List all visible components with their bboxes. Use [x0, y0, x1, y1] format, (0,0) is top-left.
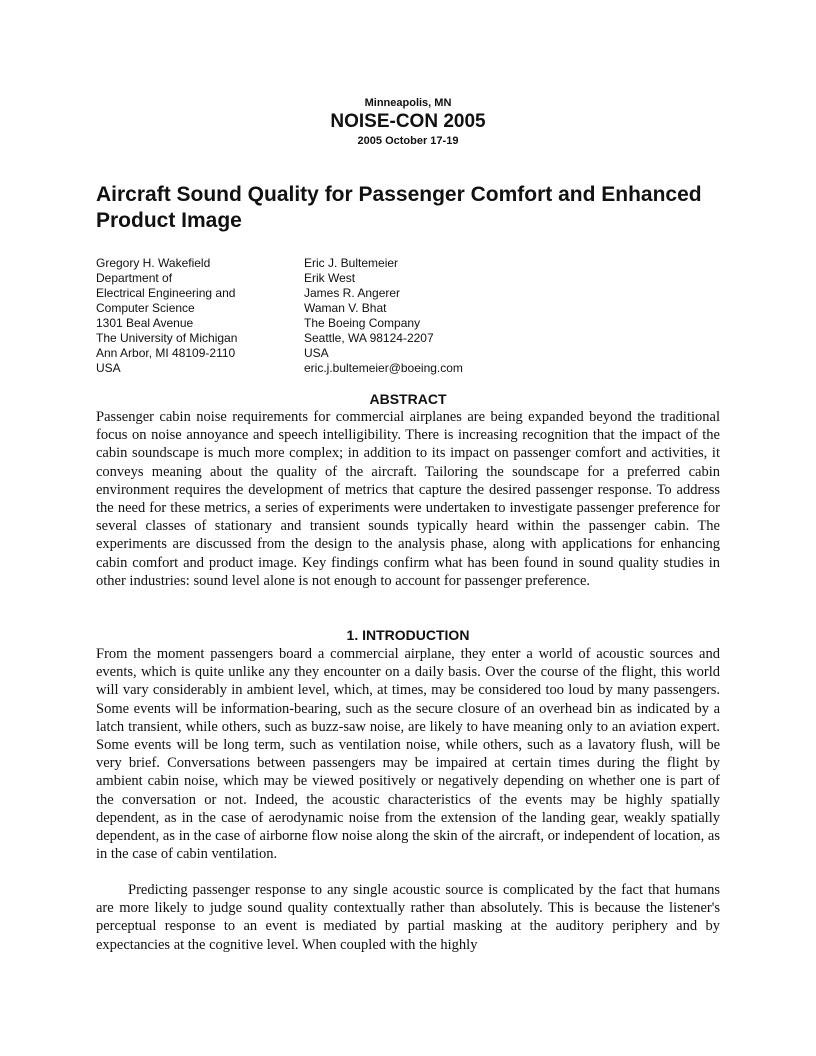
abstract-text: Passenger cabin noise requirements for commercial airplanes are being expanded beyond the traditional focus on noise annoyance and speech intelligibility. There is increasing recognition that the impact of the cabin soundscape is much more complex; in addition to its impact on passenger comfort and activities, it conveys meaning about the quality of the aircraft. Tailoring the soundscape for a preferred cabin environment requires the development of metrics that capture the desired passenger response. To address the need for these metrics, a series of experiments were undertaken to investigate passenger preference for several classes of stationary and transient sounds typically heard within the passenger cabin. The experiments are discussed from the design to the analysis phase, along with applications for enhancing cabin comfort and product image. Key findings confirm what has been found in sound quality studies in other industries: sound level alone is not enough to account for passenger preference. — [96, 409, 720, 589]
author-email[interactable]: eric.j.bultemeier@boeing.com — [304, 361, 463, 375]
author-line: Computer Science — [96, 301, 195, 315]
paper-title: Aircraft Sound Quality for Passenger Comfort and Enhanced Product Image — [96, 183, 702, 232]
conference-name: NOISE-CON 2005 — [330, 111, 486, 132]
introduction-paragraph-2: Predicting passenger response to any single acoustic source is complicated by the fact that humans are more likely to judge sound quality contextually rather than absolutely. This is because the listener's perceptual response to an event is mediated by partial masking at the auditory periphery and by expectancies at the cognitive level. When coupled with the highly — [96, 882, 720, 953]
author-line: Gregory H. Wakefield — [96, 256, 211, 270]
introduction-heading: 1. INTRODUCTION — [346, 627, 470, 643]
conference-header — [0, 96, 816, 148]
author-block-university — [96, 256, 237, 376]
author-line: The University of Michigan — [96, 331, 238, 345]
author-line: Eric J. Bultemeier — [304, 256, 399, 270]
author-line: 1301 Beal Avenue — [96, 316, 194, 330]
author-line: Seattle, WA 98124-2207 — [304, 331, 434, 345]
author-block-boeing — [304, 256, 463, 376]
author-line: Erik West — [304, 271, 356, 285]
introduction-paragraph-1: From the moment passengers board a commercial airplane, they enter a world of acoustic sources and events, which is quite unlike any they encounter on a daily basis. Over the course of the flight, this world will vary considerably in ambient level, which, at times, may be considered too loud by many passengers. Some events will be information-bearing, such as the secure closure of an overhead bin as indicated by a latch transient, while others, such as buzz-saw noise, are likely to have meaning only to an aviation expert. Some events will be long term, such as ventilation noise, while others, such as a lavatory flush, will be very brief. Conversations between passengers may be impaired at certain times during the flight by ambient cabin noise, which may be viewed positively or negatively depending on whether one is part of the conversation or not. Indeed, the acoustic characteristics of the events may be highly spatially dependent, as in the case of aerodynamic noise from the extension of the landing gear, weakly spatially dependent, as in the case of airborne flow noise along the skin of the aircraft, or independent of location, as in the case of cabin ventilation. — [96, 646, 720, 863]
conference-location: Minneapolis, MN — [364, 97, 452, 109]
abstract-heading: ABSTRACT — [369, 391, 447, 407]
author-line: USA — [304, 346, 329, 360]
author-line: James R. Angerer — [304, 286, 401, 300]
author-line: USA — [96, 361, 121, 375]
conference-dates: 2005 October 17-19 — [357, 135, 459, 147]
author-line: Department of — [96, 271, 173, 285]
author-line: Ann Arbor, MI 48109-2110 — [96, 346, 236, 360]
author-line: Waman V. Bhat — [304, 301, 387, 315]
author-line: Electrical Engineering and — [96, 286, 236, 300]
author-line: The Boeing Company — [304, 316, 421, 330]
